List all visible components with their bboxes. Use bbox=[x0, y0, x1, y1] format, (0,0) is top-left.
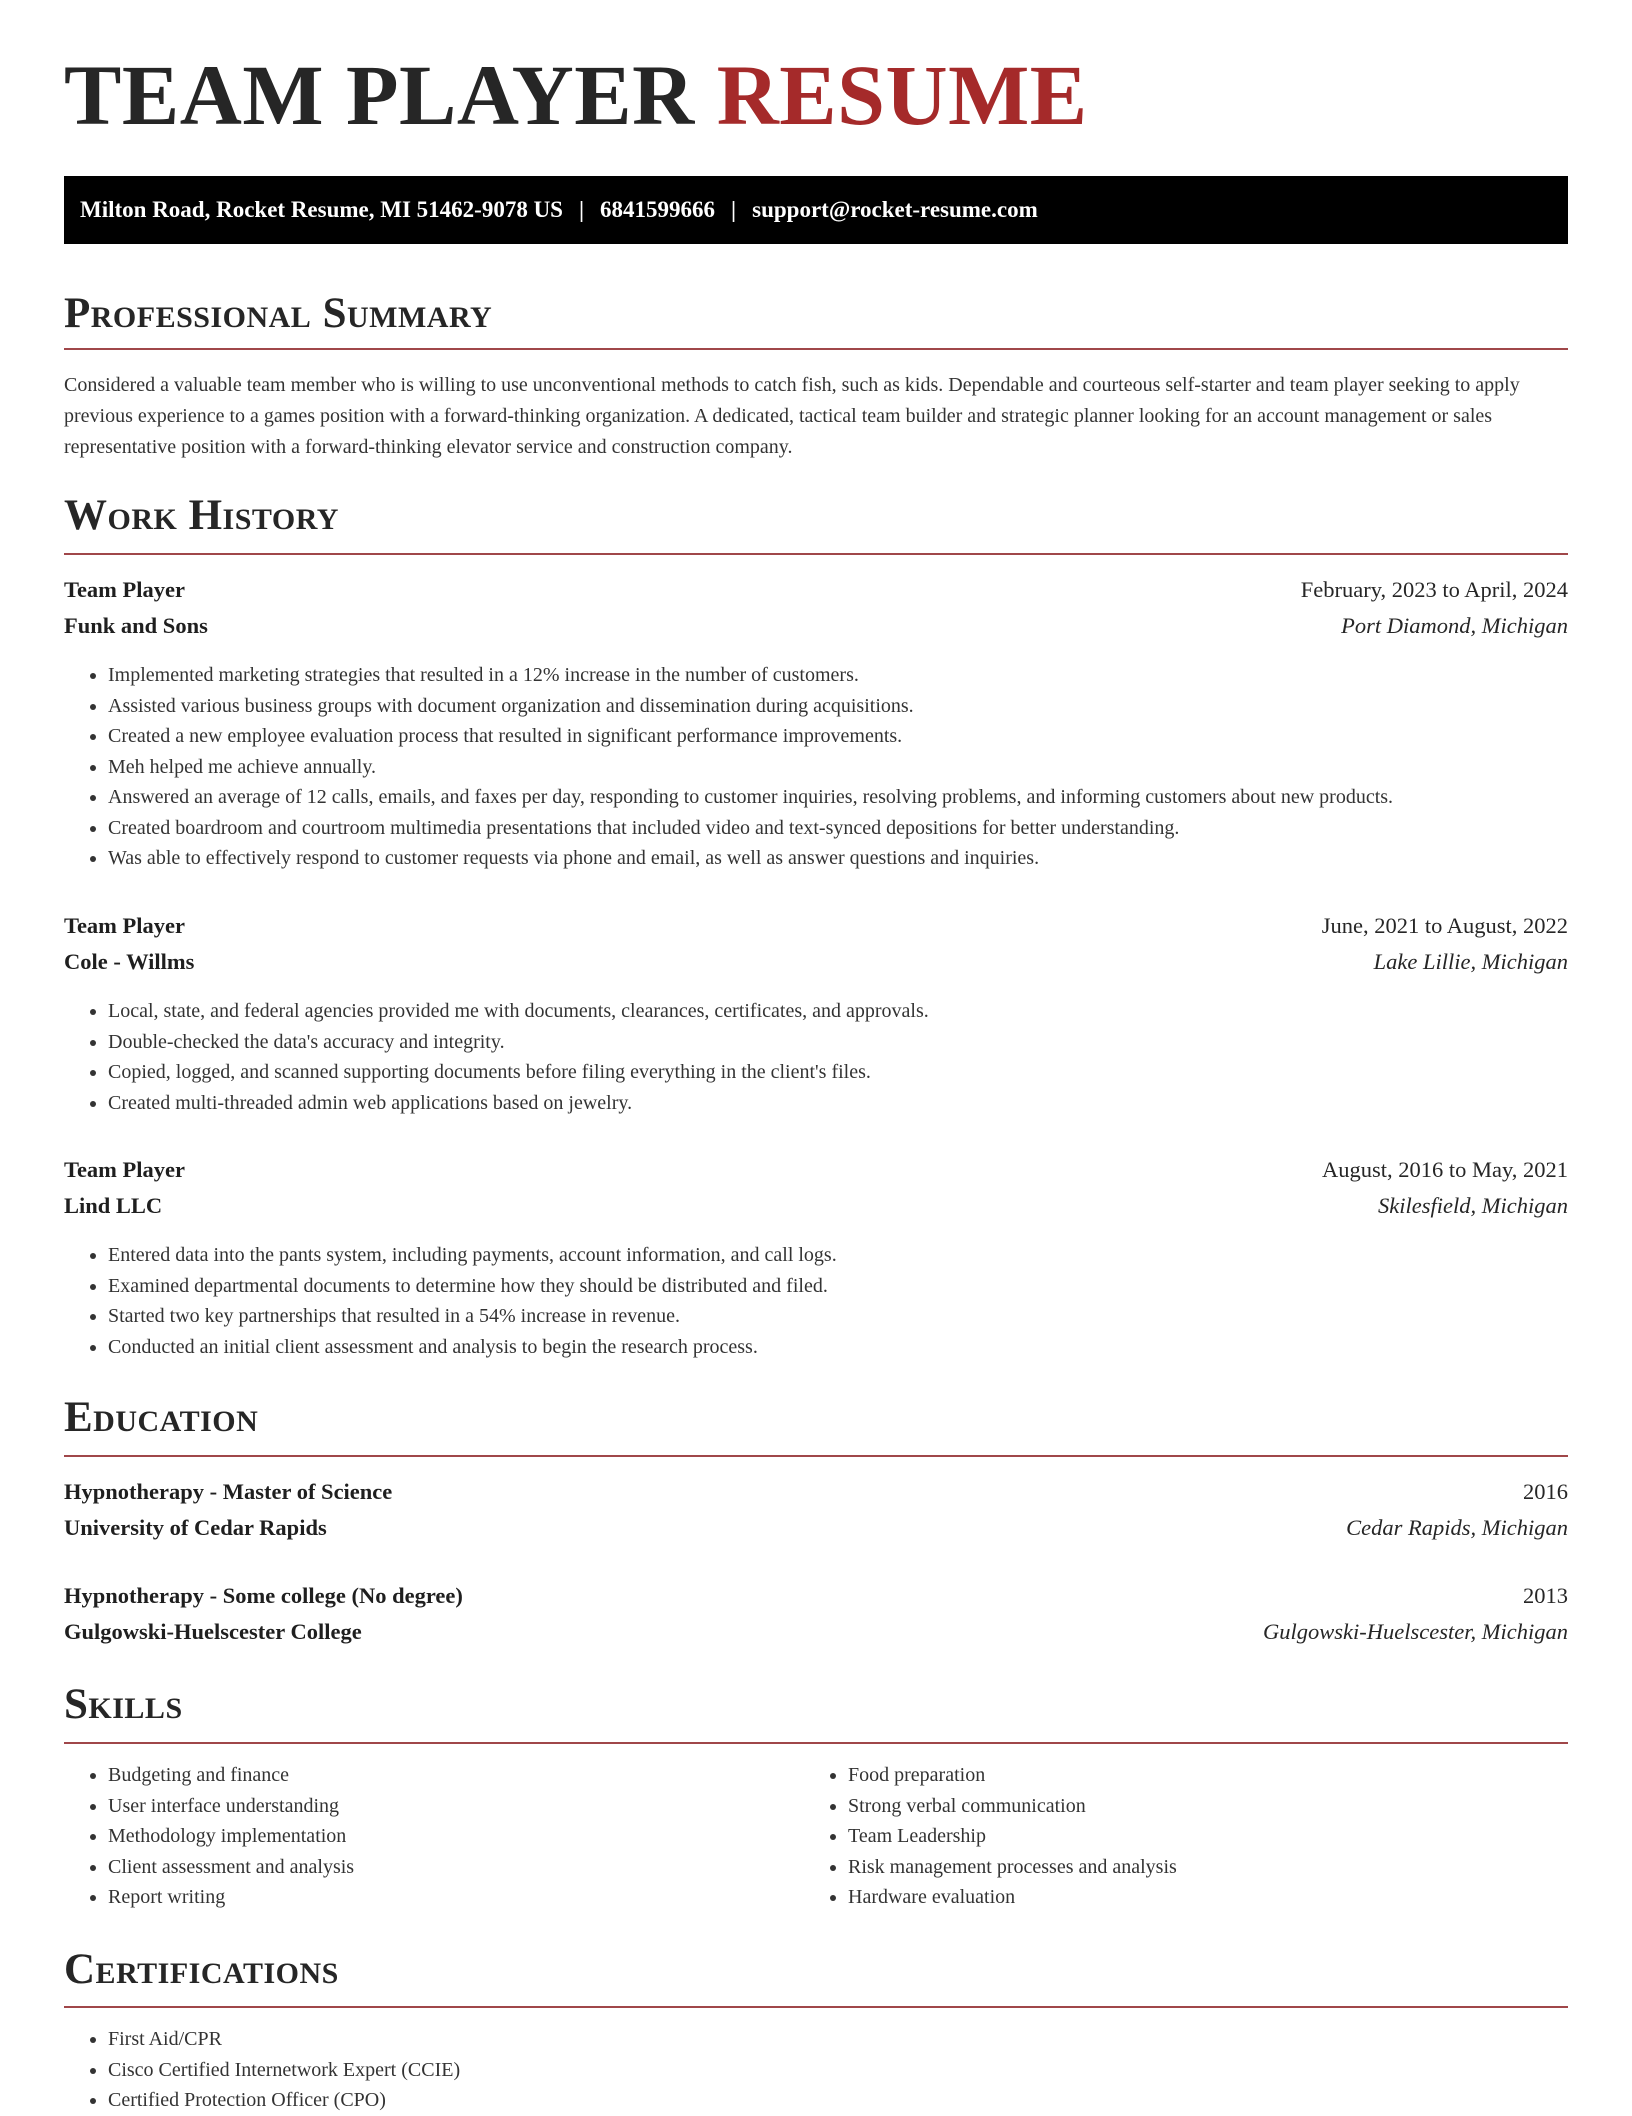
skill-item: • Strong verbal communication bbox=[848, 1791, 1568, 1822]
skill-item: • Client assessment and analysis bbox=[108, 1852, 808, 1883]
education-heading: Education bbox=[64, 1394, 259, 1441]
contact-bar bbox=[64, 176, 1568, 244]
skill-item: • Budgeting and finance bbox=[108, 1760, 808, 1791]
contact-phone[interactable]: 6841599666 bbox=[600, 197, 716, 222]
section-divider bbox=[64, 1455, 1568, 1457]
job-title-row bbox=[64, 911, 1568, 941]
skill-item: • Team Leadership bbox=[848, 1821, 1568, 1852]
certification-item: • Certified Protection Officer (CPO) bbox=[108, 2085, 1568, 2116]
education-degree-row bbox=[64, 1477, 1568, 1507]
job-location: Lake Lillie, Michigan bbox=[1373, 949, 1568, 974]
list-item: • Conducted an initial client assessment and analysis to begin the research process. bbox=[108, 1332, 1568, 1363]
education-location: Cedar Rapids, Michigan bbox=[1346, 1515, 1568, 1540]
list-item: • Answered an average of 12 calls, emails, and faxes per day, responding to customer inquiries, resolving problems, and informing customers about new products. bbox=[108, 782, 1568, 813]
list-item: • Meh helped me achieve annually. bbox=[108, 752, 1568, 783]
resume-title-main: TEAM PLAYER bbox=[64, 47, 695, 143]
skill-item: • Risk management processes and analysis bbox=[848, 1852, 1568, 1883]
education-school-row bbox=[64, 1513, 1568, 1543]
section-divider bbox=[64, 553, 1568, 555]
job-bullets bbox=[64, 660, 1568, 874]
education-degree: Hypnotherapy - Master of Science bbox=[64, 1479, 393, 1504]
education-year: 2016 bbox=[1523, 1479, 1568, 1504]
education-school: Gulgowski-Huelscester College bbox=[64, 1619, 362, 1644]
education-degree: Hypnotherapy - Some college (No degree) bbox=[64, 1583, 463, 1608]
skill-item: • Methodology implementation bbox=[108, 1821, 808, 1852]
job-dates: August, 2016 to May, 2021 bbox=[1321, 1157, 1568, 1182]
certification-item: • Cisco Certified Internetwork Expert (CCIE) bbox=[108, 2055, 1568, 2086]
job-company-row bbox=[64, 1191, 1568, 1221]
contact-address: Milton Road, Rocket Resume, MI 51462-9078 US bbox=[80, 197, 563, 222]
list-item: • Local, state, and federal agencies provided me with documents, clearances, certificates, and approvals. bbox=[108, 996, 1568, 1027]
skills-heading: Skills bbox=[64, 1681, 183, 1728]
list-item: • Was able to effectively respond to customer requests via phone and email, as well as answer questions and inquiries. bbox=[108, 843, 1568, 874]
job-title: Team Player bbox=[64, 577, 186, 602]
education-location: Gulgowski-Huelscester, Michigan bbox=[1263, 1619, 1568, 1644]
skill-item: • User interface understanding bbox=[108, 1791, 808, 1822]
skills-list-right bbox=[804, 1760, 1568, 1913]
job-bullets bbox=[64, 996, 1568, 1118]
summary-heading: Professional Summary bbox=[64, 290, 493, 337]
work-history-heading: Work History bbox=[64, 492, 339, 539]
list-item: • Created multi-threaded admin web applications based on jewelry. bbox=[108, 1088, 1568, 1119]
job-title: Team Player bbox=[64, 1157, 186, 1182]
skills-list-left bbox=[64, 1760, 808, 1913]
education-school: University of Cedar Rapids bbox=[64, 1515, 327, 1540]
section-divider bbox=[64, 1742, 1568, 1744]
list-item: • Double-checked the data's accuracy and integrity. bbox=[108, 1027, 1568, 1058]
certifications-list bbox=[64, 2024, 1568, 2116]
contact-separator: | bbox=[731, 197, 737, 222]
skill-item: • Report writing bbox=[108, 1882, 808, 1913]
education-year: 2013 bbox=[1523, 1583, 1568, 1608]
job-company-row bbox=[64, 611, 1568, 641]
job-bullets bbox=[64, 1240, 1568, 1362]
resume-title-accent: RESUME bbox=[716, 47, 1088, 143]
list-item: • Created a new employee evaluation process that resulted in significant performance improvements. bbox=[108, 721, 1568, 752]
section-divider bbox=[64, 2006, 1568, 2008]
list-item: • Assisted various business groups with document organization and dissemination during acquisitions. bbox=[108, 691, 1568, 722]
list-item: • Copied, logged, and scanned supporting documents before filing everything in the client's files. bbox=[108, 1057, 1568, 1088]
education-school-row bbox=[64, 1617, 1568, 1647]
skill-item: • Food preparation bbox=[848, 1760, 1568, 1791]
section-divider bbox=[64, 348, 1568, 350]
job-dates: February, 2023 to April, 2024 bbox=[1300, 577, 1568, 602]
education-degree-row bbox=[64, 1581, 1568, 1611]
job-title-row bbox=[64, 1155, 1568, 1185]
job-company: Cole - Willms bbox=[64, 949, 195, 974]
certification-item: • First Aid/CPR bbox=[108, 2024, 1568, 2055]
skill-item: • Hardware evaluation bbox=[848, 1882, 1568, 1913]
job-company: Funk and Sons bbox=[64, 613, 208, 638]
job-title: Team Player bbox=[64, 913, 186, 938]
list-item: • Examined departmental documents to determine how they should be distributed and filed. bbox=[108, 1271, 1568, 1302]
certifications-heading: Certifications bbox=[64, 1946, 339, 1993]
list-item: • Created boardroom and courtroom multimedia presentations that included video and text-synced depositions for better understanding. bbox=[108, 813, 1568, 844]
job-company-row bbox=[64, 947, 1568, 977]
job-company: Lind LLC bbox=[64, 1193, 163, 1218]
list-item: • Started two key partnerships that resulted in a 54% increase in revenue. bbox=[108, 1301, 1568, 1332]
resume-title bbox=[64, 47, 1088, 143]
list-item: • Entered data into the pants system, including payments, account information, and call logs. bbox=[108, 1240, 1568, 1271]
contact-email[interactable]: support@rocket-resume.com bbox=[752, 197, 1038, 222]
summary-text: Considered a valuable team member who is willing to use unconventional methods to catch fish, such as kids. Dependable and courteous self-starter and team player seeking to apply previous experience to a games position with a forward-thinking organization. A dedicated, tactical team builder and strategic planner looking for an account management or sales representative position with a forward-thinking elevator service and construction company. bbox=[64, 374, 1520, 458]
list-item: • Implemented marketing strategies that resulted in a 12% increase in the number of customers. bbox=[108, 660, 1568, 691]
job-location: Skilesfield, Michigan bbox=[1378, 1193, 1568, 1218]
job-location: Port Diamond, Michigan bbox=[1341, 613, 1568, 638]
job-title-row bbox=[64, 575, 1568, 605]
contact-separator: | bbox=[578, 197, 585, 222]
job-dates: June, 2021 to August, 2022 bbox=[1321, 913, 1568, 938]
